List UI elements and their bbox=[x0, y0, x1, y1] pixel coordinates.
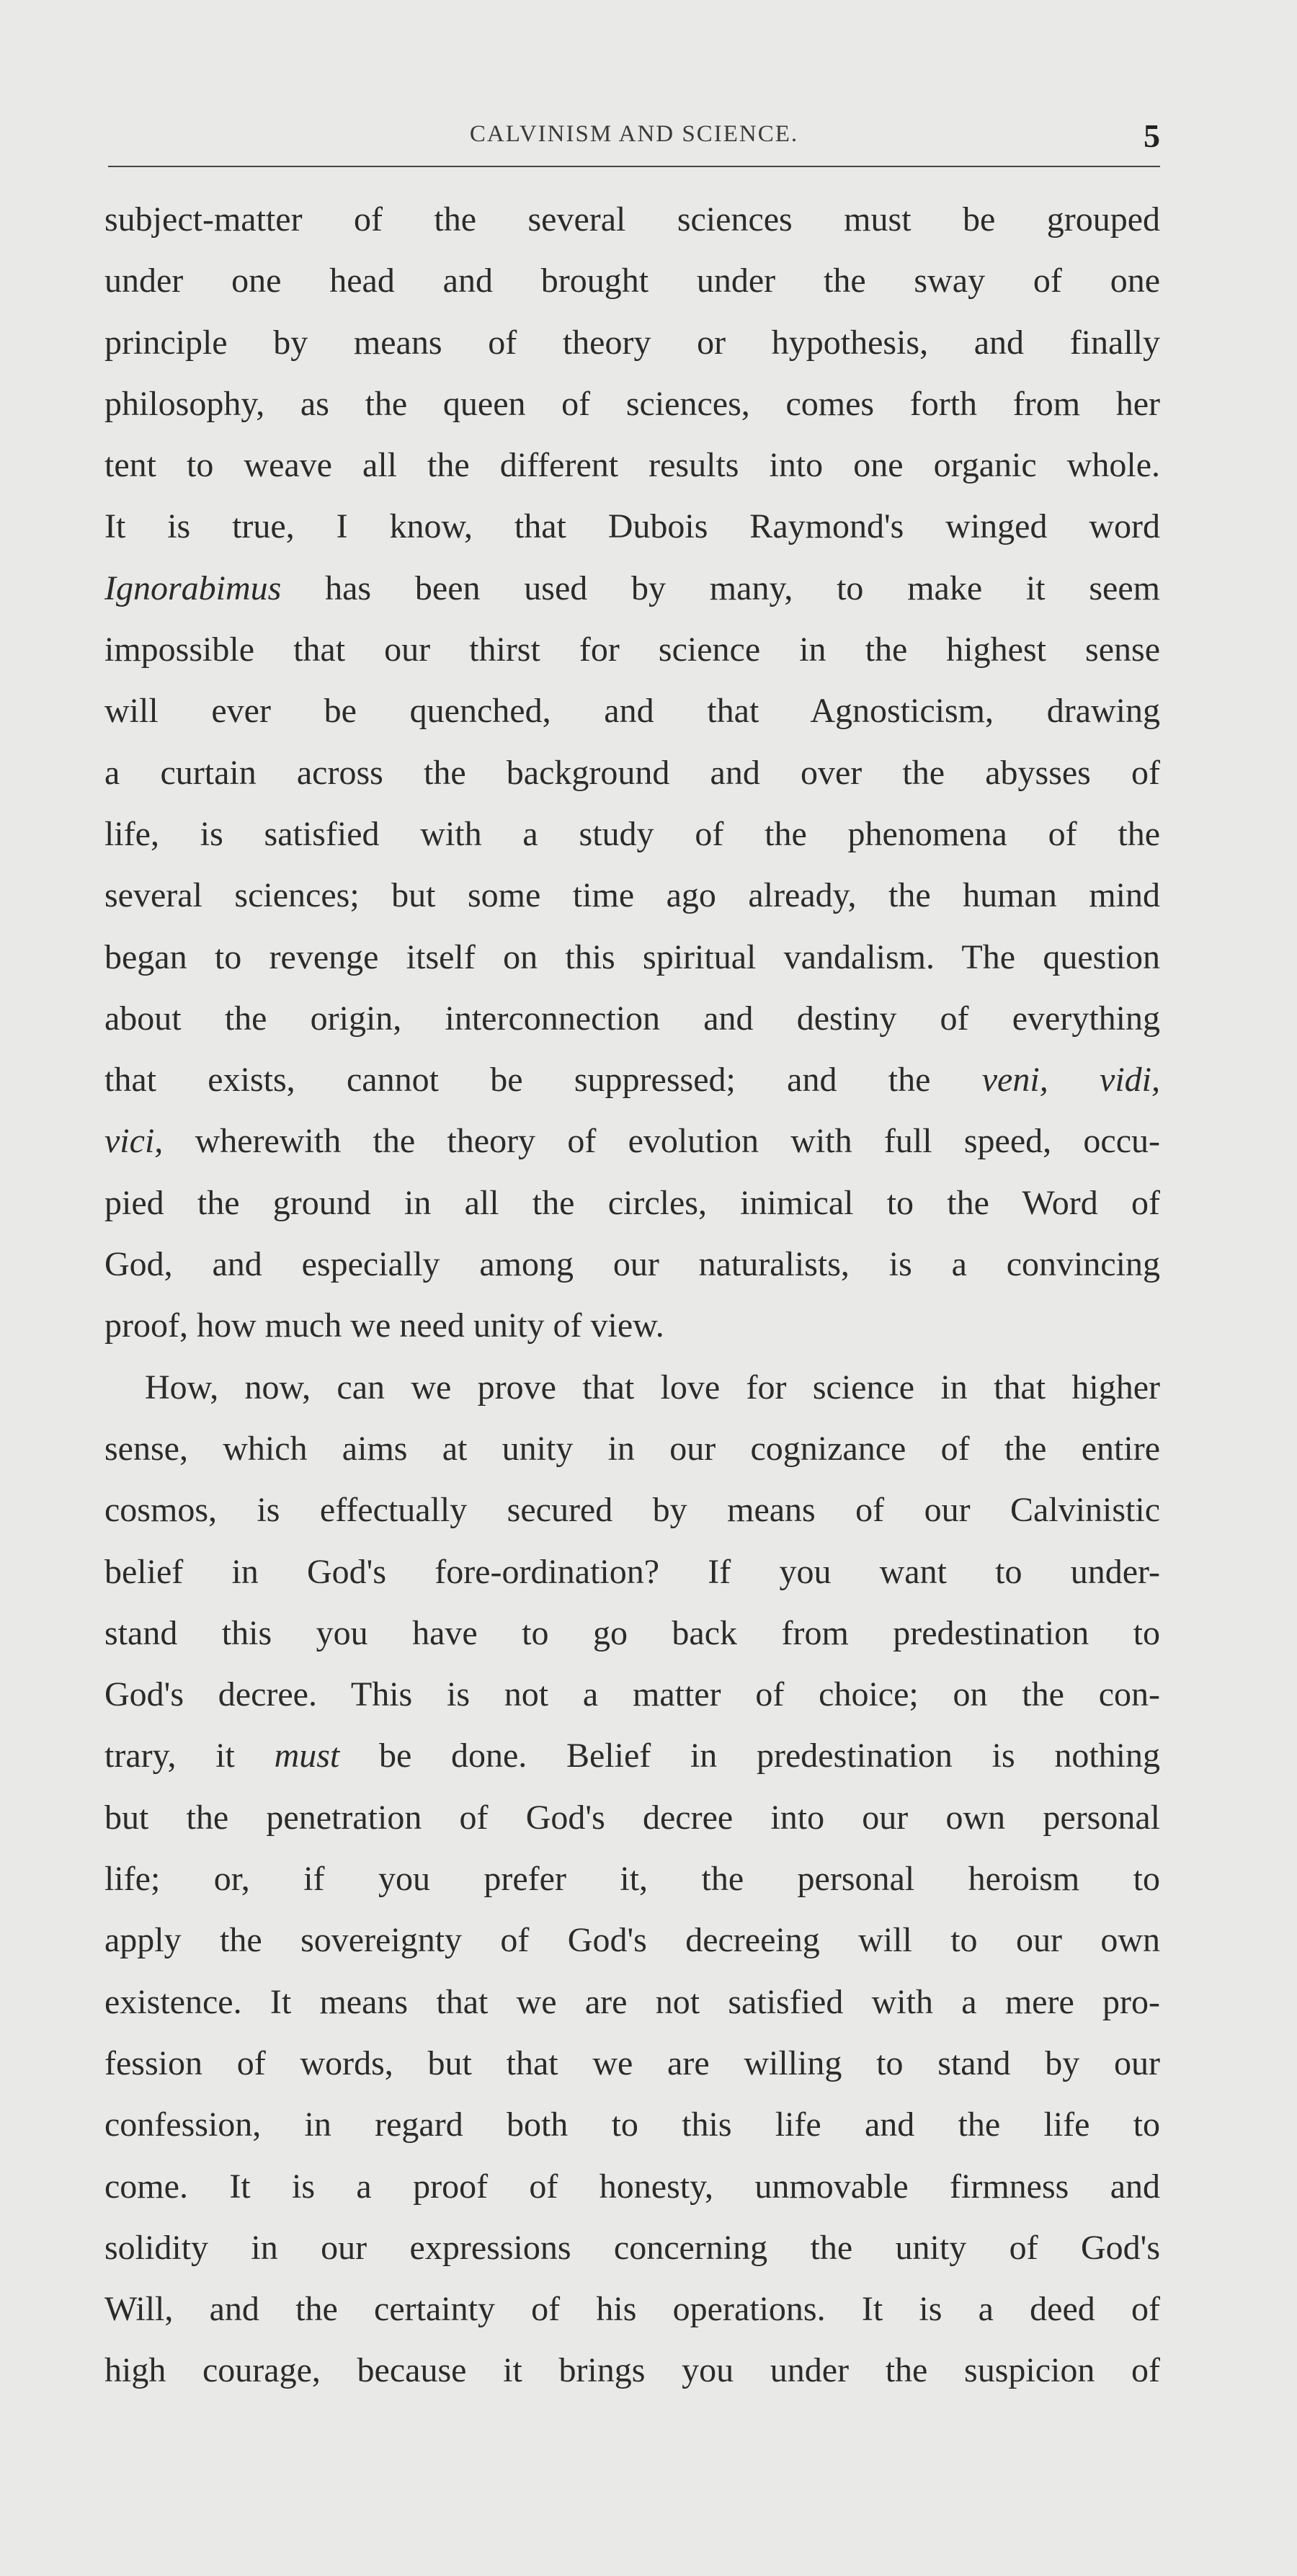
text-line bbox=[104, 1725, 1160, 1786]
text-line: It is true, I know, that Dubois Raymond's winged word bbox=[104, 507, 1160, 546]
text-line: a curtain across the background and over the abysses of bbox=[104, 753, 1160, 792]
text-line: will ever be quenched, and that Agnosticism, drawing bbox=[104, 692, 1160, 731]
header-rule bbox=[108, 166, 1160, 167]
text-line: solidity in our expressions concerning the unity of God's bbox=[104, 2228, 1160, 2267]
text-line: apply the sovereignty of God's decreeing will to our own bbox=[104, 1921, 1160, 1960]
text-line: began to revenge itself on this spiritual vandalism. The question bbox=[104, 937, 1160, 976]
text-line bbox=[104, 1110, 1160, 1172]
text-line: life; or, if you prefer it, the personal heroism to bbox=[104, 1860, 1160, 1899]
text-line: fession of words, but that we are willing to stand by our bbox=[104, 2044, 1160, 2082]
italic-veni-vidi: veni, vidi, bbox=[981, 1061, 1160, 1100]
text-line: about the origin, interconnection and destiny of everything bbox=[104, 999, 1160, 1038]
text-line: tent to weave all the different results into one organic whole. bbox=[104, 446, 1160, 485]
page-number: 5 bbox=[1144, 117, 1160, 154]
text-line: belief in God's fore-ordination? If you want to under- bbox=[104, 1552, 1160, 1591]
text-line bbox=[104, 1049, 1160, 1110]
text-line: proof, how much we need unity of view. bbox=[104, 1306, 664, 1345]
italic-must: must bbox=[274, 1737, 340, 1775]
text-line: several sciences; but some time ago already, the human mind bbox=[104, 876, 1160, 915]
text-line: under one head and brought under the sway of one bbox=[104, 262, 1160, 300]
running-head bbox=[108, 117, 1160, 167]
text-line: pied the ground in all the circles, inimical to the Word of bbox=[104, 1183, 1160, 1222]
italic-vici: vici, bbox=[104, 1122, 164, 1161]
text-line: impossible that our thirst for science in the highest sense bbox=[104, 630, 1160, 669]
text-line: God, and especially among our naturalists, is a convincing bbox=[104, 1245, 1160, 1284]
text-line: How, now, can we prove that love for science in that higher bbox=[145, 1368, 1160, 1407]
text-line: sense, which aims at unity in our cognizance of the entire bbox=[104, 1429, 1160, 1468]
italic-ignorabimus: Ignorabimus bbox=[104, 569, 282, 607]
text-line: come. It is a proof of honesty, unmovable firmness and bbox=[104, 2167, 1160, 2206]
text-line: subject-matter of the several sciences must be grouped bbox=[104, 200, 1160, 239]
text-line: Will, and the certainty of his operations. It is a deed of bbox=[104, 2290, 1160, 2329]
text-line: existence. It means that we are not satisfied with a mere pro- bbox=[104, 1982, 1160, 2021]
text-line: confession, in regard both to this life and the life to bbox=[104, 2105, 1160, 2144]
text-line: stand this you have to go back from predestination to bbox=[104, 1613, 1160, 1652]
text-line: life, is satisfied with a study of the phenomena of the bbox=[104, 814, 1160, 853]
text-line: principle by means of theory or hypothesis, and finally bbox=[104, 323, 1160, 362]
text-fragment: be done. Belief in predestination is nothing bbox=[378, 1737, 1161, 1775]
text-fragment: trary, it bbox=[104, 1737, 235, 1775]
text-fragment: that exists, cannot be suppressed; and the bbox=[104, 1061, 931, 1100]
text-line: cosmos, is effectually secured by means of our Calvinistic bbox=[104, 1491, 1160, 1530]
text-line: but the penetration of God's decree into our own personal bbox=[104, 1798, 1160, 1837]
body-text bbox=[104, 189, 1160, 2402]
text-line: high courage, because it brings you under the suspicion of bbox=[104, 2351, 1160, 2390]
text-line: philosophy, as the queen of sciences, comes forth from her bbox=[104, 384, 1160, 423]
text-fragment: wherewith the theory of evolution with full speed, occu- bbox=[195, 1122, 1161, 1161]
text-line bbox=[104, 558, 1160, 619]
text-fragment: has been used by many, to make it seem bbox=[325, 569, 1160, 607]
text-line: God's decree. This is not a matter of choice; on the con- bbox=[104, 1675, 1160, 1714]
running-title: CALVINISM AND SCIENCE. bbox=[469, 121, 799, 147]
